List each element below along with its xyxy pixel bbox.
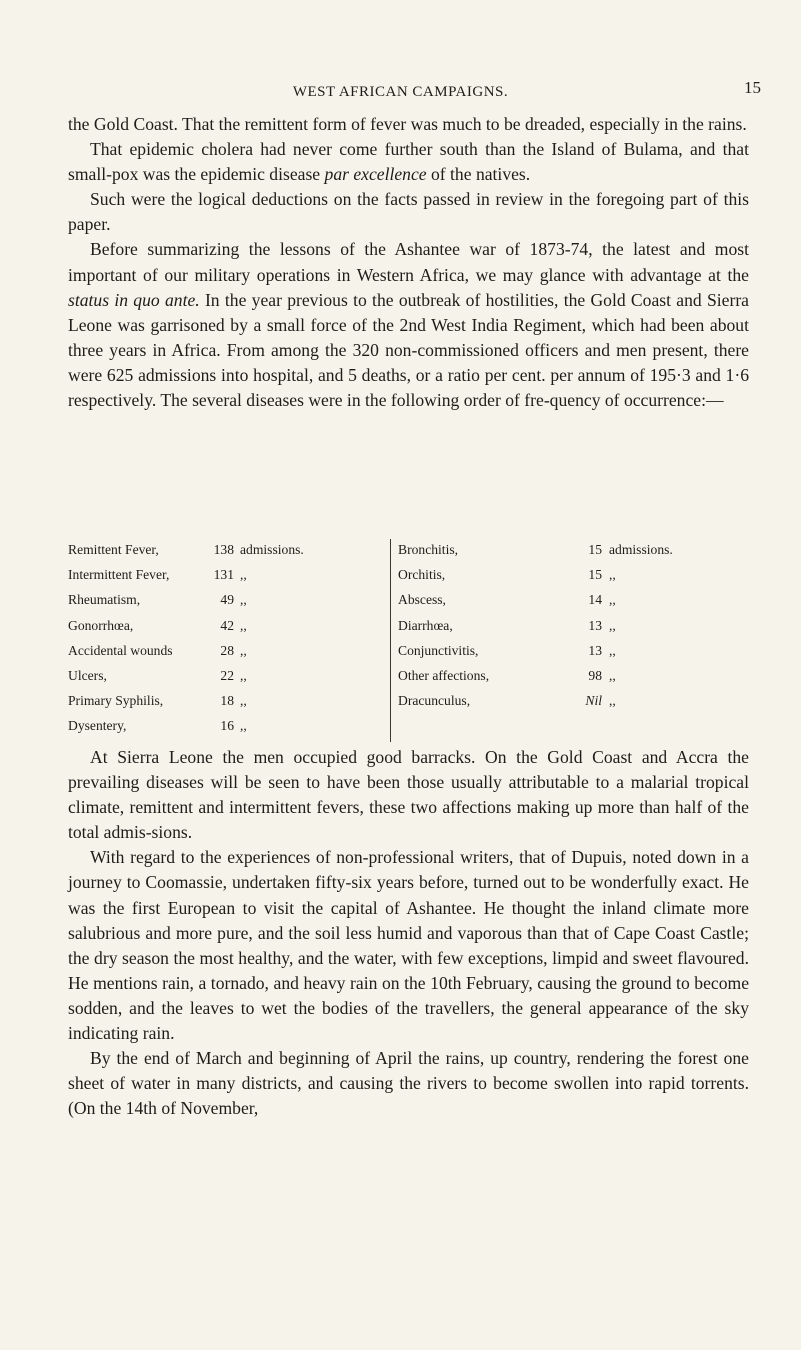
paragraph-2-italic: par excellence bbox=[324, 164, 427, 185]
paragraph-4-text-a: Before summarizing the lessons of the Ashantee war of 1873-74, the latest and most important of our military operations in Western Africa, we may glance with advantage at the bbox=[68, 239, 749, 285]
disease-name: Rheumatism, bbox=[68, 592, 141, 608]
admission-label: ,, bbox=[609, 592, 616, 608]
paragraph-4-text-b: In the year previous to the outbreak of hostilities, the Gold Coast and Sierra Leone was garrisoned by a small force of the 2nd West India Regiment, which had been about three years in Africa. From among the 320 non-commissioned officers and men present, there were 625 admissions into hospital, and 5 deaths, or a ratio per cent. per annum of 195·3 and 1·6 respectively. The several diseases were in the following order of fre-quency of occurrence:— bbox=[68, 289, 749, 411]
disease-name: Other affections, bbox=[398, 667, 490, 683]
admissions-table bbox=[68, 537, 749, 740]
table-row bbox=[68, 587, 380, 612]
disease-name: Dysentery, bbox=[68, 718, 127, 734]
admission-label: ,, bbox=[240, 617, 247, 633]
disease-name: Accidental wounds bbox=[68, 642, 173, 658]
paragraph-1: the Gold Coast. That the remittent form of fever was much to be dreaded, especially in the rains. bbox=[68, 114, 747, 134]
paragraph-6: With regard to the experiences of non-professional writers, that of Dupuis, noted down in a journey to Coomassie, undertaken fifty-six years before, turned out to be wonderfully exact. He was the first European to visit the capital of Ashantee. He thought the inland climate more salubrious and more pure, and the soil less humid and vaporous than that of Cape Coast Castle; the dry season the most healthy, and the water, with few exceptions, limpid and sweet flavoured. He mentions rain, a tornado, and heavy rain on the 10th February, causing the ground to become sodden, and the leaves to wet the bodies of the travellers, the general appearance of the sky indicating rain. bbox=[68, 847, 749, 1044]
running-header: WEST AFRICAN CAMPAIGNS. bbox=[292, 84, 509, 100]
admission-count: 49 bbox=[220, 592, 234, 608]
admission-count: 98 bbox=[588, 667, 602, 683]
table-row bbox=[394, 613, 744, 638]
admission-count: 42 bbox=[220, 617, 234, 633]
disease-name: Dracunculus, bbox=[398, 693, 471, 709]
disease-name: Primary Syphilis, bbox=[68, 693, 164, 709]
table-row bbox=[68, 638, 380, 663]
admission-count: 28 bbox=[220, 642, 234, 658]
paragraph-5: At Sierra Leone the men occupied good barracks. On the Gold Coast and Accra the prevailing diseases will be seen to have been those usually attributable to a malarial tropical climate, remittent and intermittent fevers, these two affections making up more than half of the total admis-sions. bbox=[68, 747, 749, 843]
paragraph-2-text-a: That epidemic cholera had never come further south than the Island of Bulama, and that small-pox was the epidemic disease bbox=[68, 139, 749, 185]
admission-label: ,, bbox=[609, 693, 616, 709]
admission-count: 131 bbox=[213, 567, 234, 583]
table-row bbox=[394, 537, 744, 562]
admissions-table-left-column bbox=[68, 537, 380, 739]
admission-count: 15 bbox=[588, 542, 602, 557]
body-text-top bbox=[68, 112, 749, 413]
paragraph-3: Such were the logical deductions on the facts passed in review in the foregoing part of this paper. bbox=[68, 189, 749, 235]
table-row bbox=[68, 562, 380, 587]
paragraph-4 bbox=[68, 237, 749, 413]
admission-label: ,, bbox=[240, 567, 247, 583]
admission-count: 13 bbox=[588, 617, 602, 633]
admission-label: admissions. bbox=[240, 542, 304, 557]
column-divider bbox=[390, 539, 391, 742]
disease-name: Conjunctivitis, bbox=[398, 642, 479, 658]
table-row bbox=[394, 638, 744, 663]
table-row bbox=[68, 663, 380, 688]
admission-count: 22 bbox=[220, 667, 234, 683]
admission-label: ,, bbox=[609, 567, 616, 583]
admission-count: Nil bbox=[585, 693, 602, 709]
admission-label: ,, bbox=[609, 617, 616, 633]
disease-name: Diarrhœa, bbox=[398, 617, 453, 633]
admission-count: 13 bbox=[588, 642, 602, 658]
table-row bbox=[394, 663, 744, 688]
disease-name: Orchitis, bbox=[398, 567, 446, 583]
paragraph-2 bbox=[68, 137, 749, 187]
admission-label: ,, bbox=[240, 667, 247, 683]
body-text-bottom bbox=[68, 745, 749, 1121]
admission-count: 18 bbox=[220, 693, 234, 709]
admission-count: 16 bbox=[220, 718, 234, 734]
admission-count: 15 bbox=[588, 567, 602, 583]
disease-name: Abscess, bbox=[398, 592, 446, 608]
disease-name: Bronchitis, bbox=[398, 542, 459, 557]
table-row bbox=[394, 688, 744, 713]
page-number: 15 bbox=[744, 78, 761, 97]
admission-count: 14 bbox=[588, 592, 602, 608]
admissions-table-right-column bbox=[394, 537, 744, 713]
admission-count: 138 bbox=[213, 542, 234, 557]
disease-name: Ulcers, bbox=[68, 667, 107, 683]
admission-label: ,, bbox=[240, 718, 247, 734]
table-row bbox=[68, 537, 380, 562]
table-row bbox=[394, 587, 744, 612]
admission-label: ,, bbox=[609, 667, 616, 683]
disease-name: Remittent Fever, bbox=[68, 542, 159, 557]
table-row bbox=[68, 688, 380, 713]
disease-name: Intermittent Fever, bbox=[68, 567, 170, 583]
admission-label: ,, bbox=[240, 592, 247, 608]
table-row bbox=[68, 613, 380, 638]
admission-label: admissions. bbox=[609, 542, 673, 557]
admission-label: ,, bbox=[240, 693, 247, 709]
paragraph-2-text-b: of the natives. bbox=[426, 164, 531, 185]
disease-name: Gonorrhœa, bbox=[68, 617, 134, 633]
paragraph-4-italic: status in quo ante. bbox=[68, 289, 200, 310]
paragraph-7: By the end of March and beginning of April the rains, up country, rendering the forest one sheet of water in many districts, and causing the rivers to become swollen into rapid torrents. (On the 14th of November, bbox=[68, 1048, 749, 1119]
admission-label: ,, bbox=[609, 642, 616, 658]
admission-label: ,, bbox=[240, 642, 247, 658]
table-row bbox=[394, 562, 744, 587]
table-row bbox=[68, 713, 380, 738]
